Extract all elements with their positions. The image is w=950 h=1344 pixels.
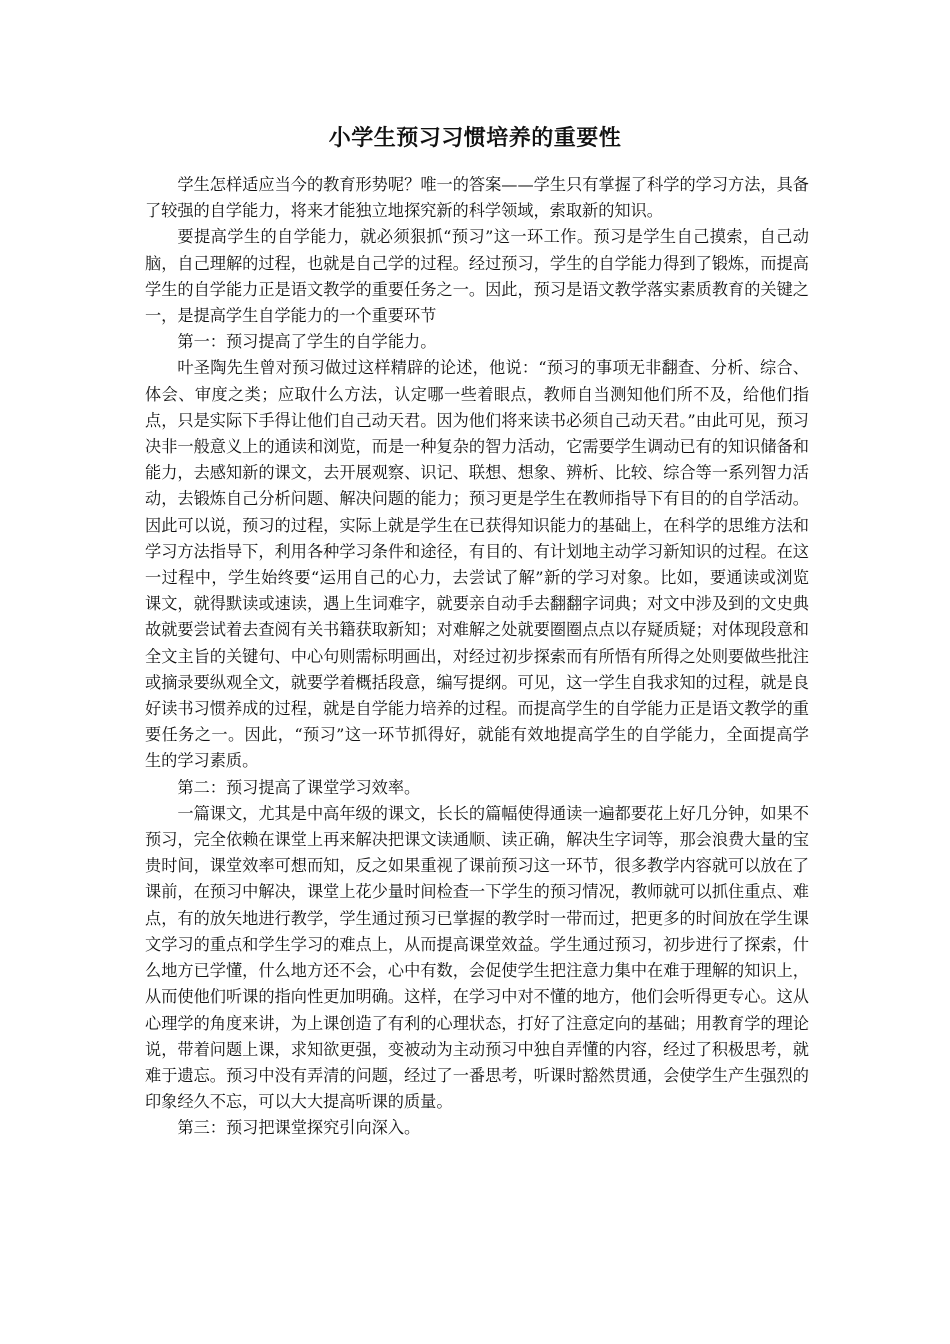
document-body [145, 172, 809, 1142]
section-heading: 第一：预习提高了学生的自学能力。 [177, 332, 437, 352]
section-heading: 第二：预习提高了课堂学习效率。 [177, 777, 421, 797]
paragraph: 叶圣陶先生曾对预习做过这样精辟的论述，他说：“预习的事项无非翻查、分析、综合、体会、审度之类；应取什么方法，认定哪一些着眼点，教师自当测知他们所不及，给他们指点，只是实际下手得让他们自己动天君。因为他们将来读书必须自己动天君。”由此可见，预习决非一般意义上的通读和浏览，而是一种复杂的智力活动，它需要学生调动已有的知识储备和能力，去感知新的课文，去开展观察、识记、联想、想象、辨析、比较、综合等一系列智力活动，去锻炼自己分析问题、解决问题的能力；预习更是学生在教师指导下有目的的自学活动。因此可以说，预习的过程，实际上就是学生在已获得知识能力的基础上，在科学的思维方法和学习方法指导下，利用各种学习条件和途径，有目的、有计划地主动学习新知识的过程。在这一过程中，学生始终要“运用自己的心力，去尝试了解”新的学习对象。比如，要通读或浏览课文，就得默读或速读，遇上生词难字，就要亲自动手去翻翻字词典；对文中涉及到的文史典故就要尝试着去查阅有关书籍获取新知；对难解之处就要圈圈点点以存疑质疑；对体现段意和全文主旨的关键句、中心句则需标明画出，对经过初步探索而有所悟有所得之处则要做些批注或摘录要纵观全文，就要学着概括段意，编写提纲。可见，这一学生自我求知的过程，就是良好读书习惯养成的过程，就是自学能力培养的过程。而提高学生的自学能力正是语文教学的重要任务之一。因此，“预习”这一环节抓得好，就能有效地提高学生的自学能力，全面提高学生的学习素质。 [145, 358, 809, 771]
paragraph: 一篇课文，尤其是中高年级的课文，长长的篇幅使得通读一遍都要花上好几分钟，如果不预习，完全依赖在课堂上再来解决把课文读通顺、读正确，解决生字词等，那会浪费大量的宝贵时间，课堂效率可想而知，反之如果重视了课前预习这一环节，很多教学内容就可以放在了课前，在预习中解决，课堂上花少量时间检查一下学生的预习情况，教师就可以抓住重点、难点，有的放矢地进行教学，学生通过预习已掌握的教学时一带而过，把更多的时间放在学生课文学习的重点和学生学习的难点上，从而提高课堂效益。学生通过预习，初步进行了探索，什么地方已学懂，什么地方还不会，心中有数，会促使学生把注意力集中在难于理解的知识上，从而使他们听课的指向性更加明确。这样，在学习中对不懂的地方，他们会听得更专心。这从心理学的角度来讲，为上课创造了有利的心理状态，打好了注意定向的基础；用教育学的理论说，带着问题上课，求知欲更强，变被动为主动预习中独自弄懂的内容，经过了积极思考，就难于遗忘。预习中没有弄清的问题，经过了一番思考，听课时豁然贯通，会使学生产生强烈的印象经久不忘，可以大大提高听课的质量。 [145, 803, 809, 1112]
section-heading: 第三：预习把课堂探究引向深入。 [177, 1118, 421, 1138]
document-title: 小学生预习习惯培养的重要性 [328, 125, 622, 151]
paragraph: 学生怎样适应当今的教育形势呢？唯一的答案——学生只有掌握了科学的学习方法，具备了较强的自学能力，将来才能独立地探究新的科学领域，索取新的知识。 [145, 175, 809, 221]
paragraph: 要提高学生的自学能力，就必须狠抓“预习”这一环工作。预习是学生自己摸索，自己动脑，自己理解的过程，也就是自己学的过程。经过预习，学生的自学能力得到了锻炼，而提高学生的自学能力正是语文教学的重要任务之一。因此，预习是语文教学落实素质教育的关键之一，是提高学生自学能力的一个重要环节 [145, 227, 809, 326]
